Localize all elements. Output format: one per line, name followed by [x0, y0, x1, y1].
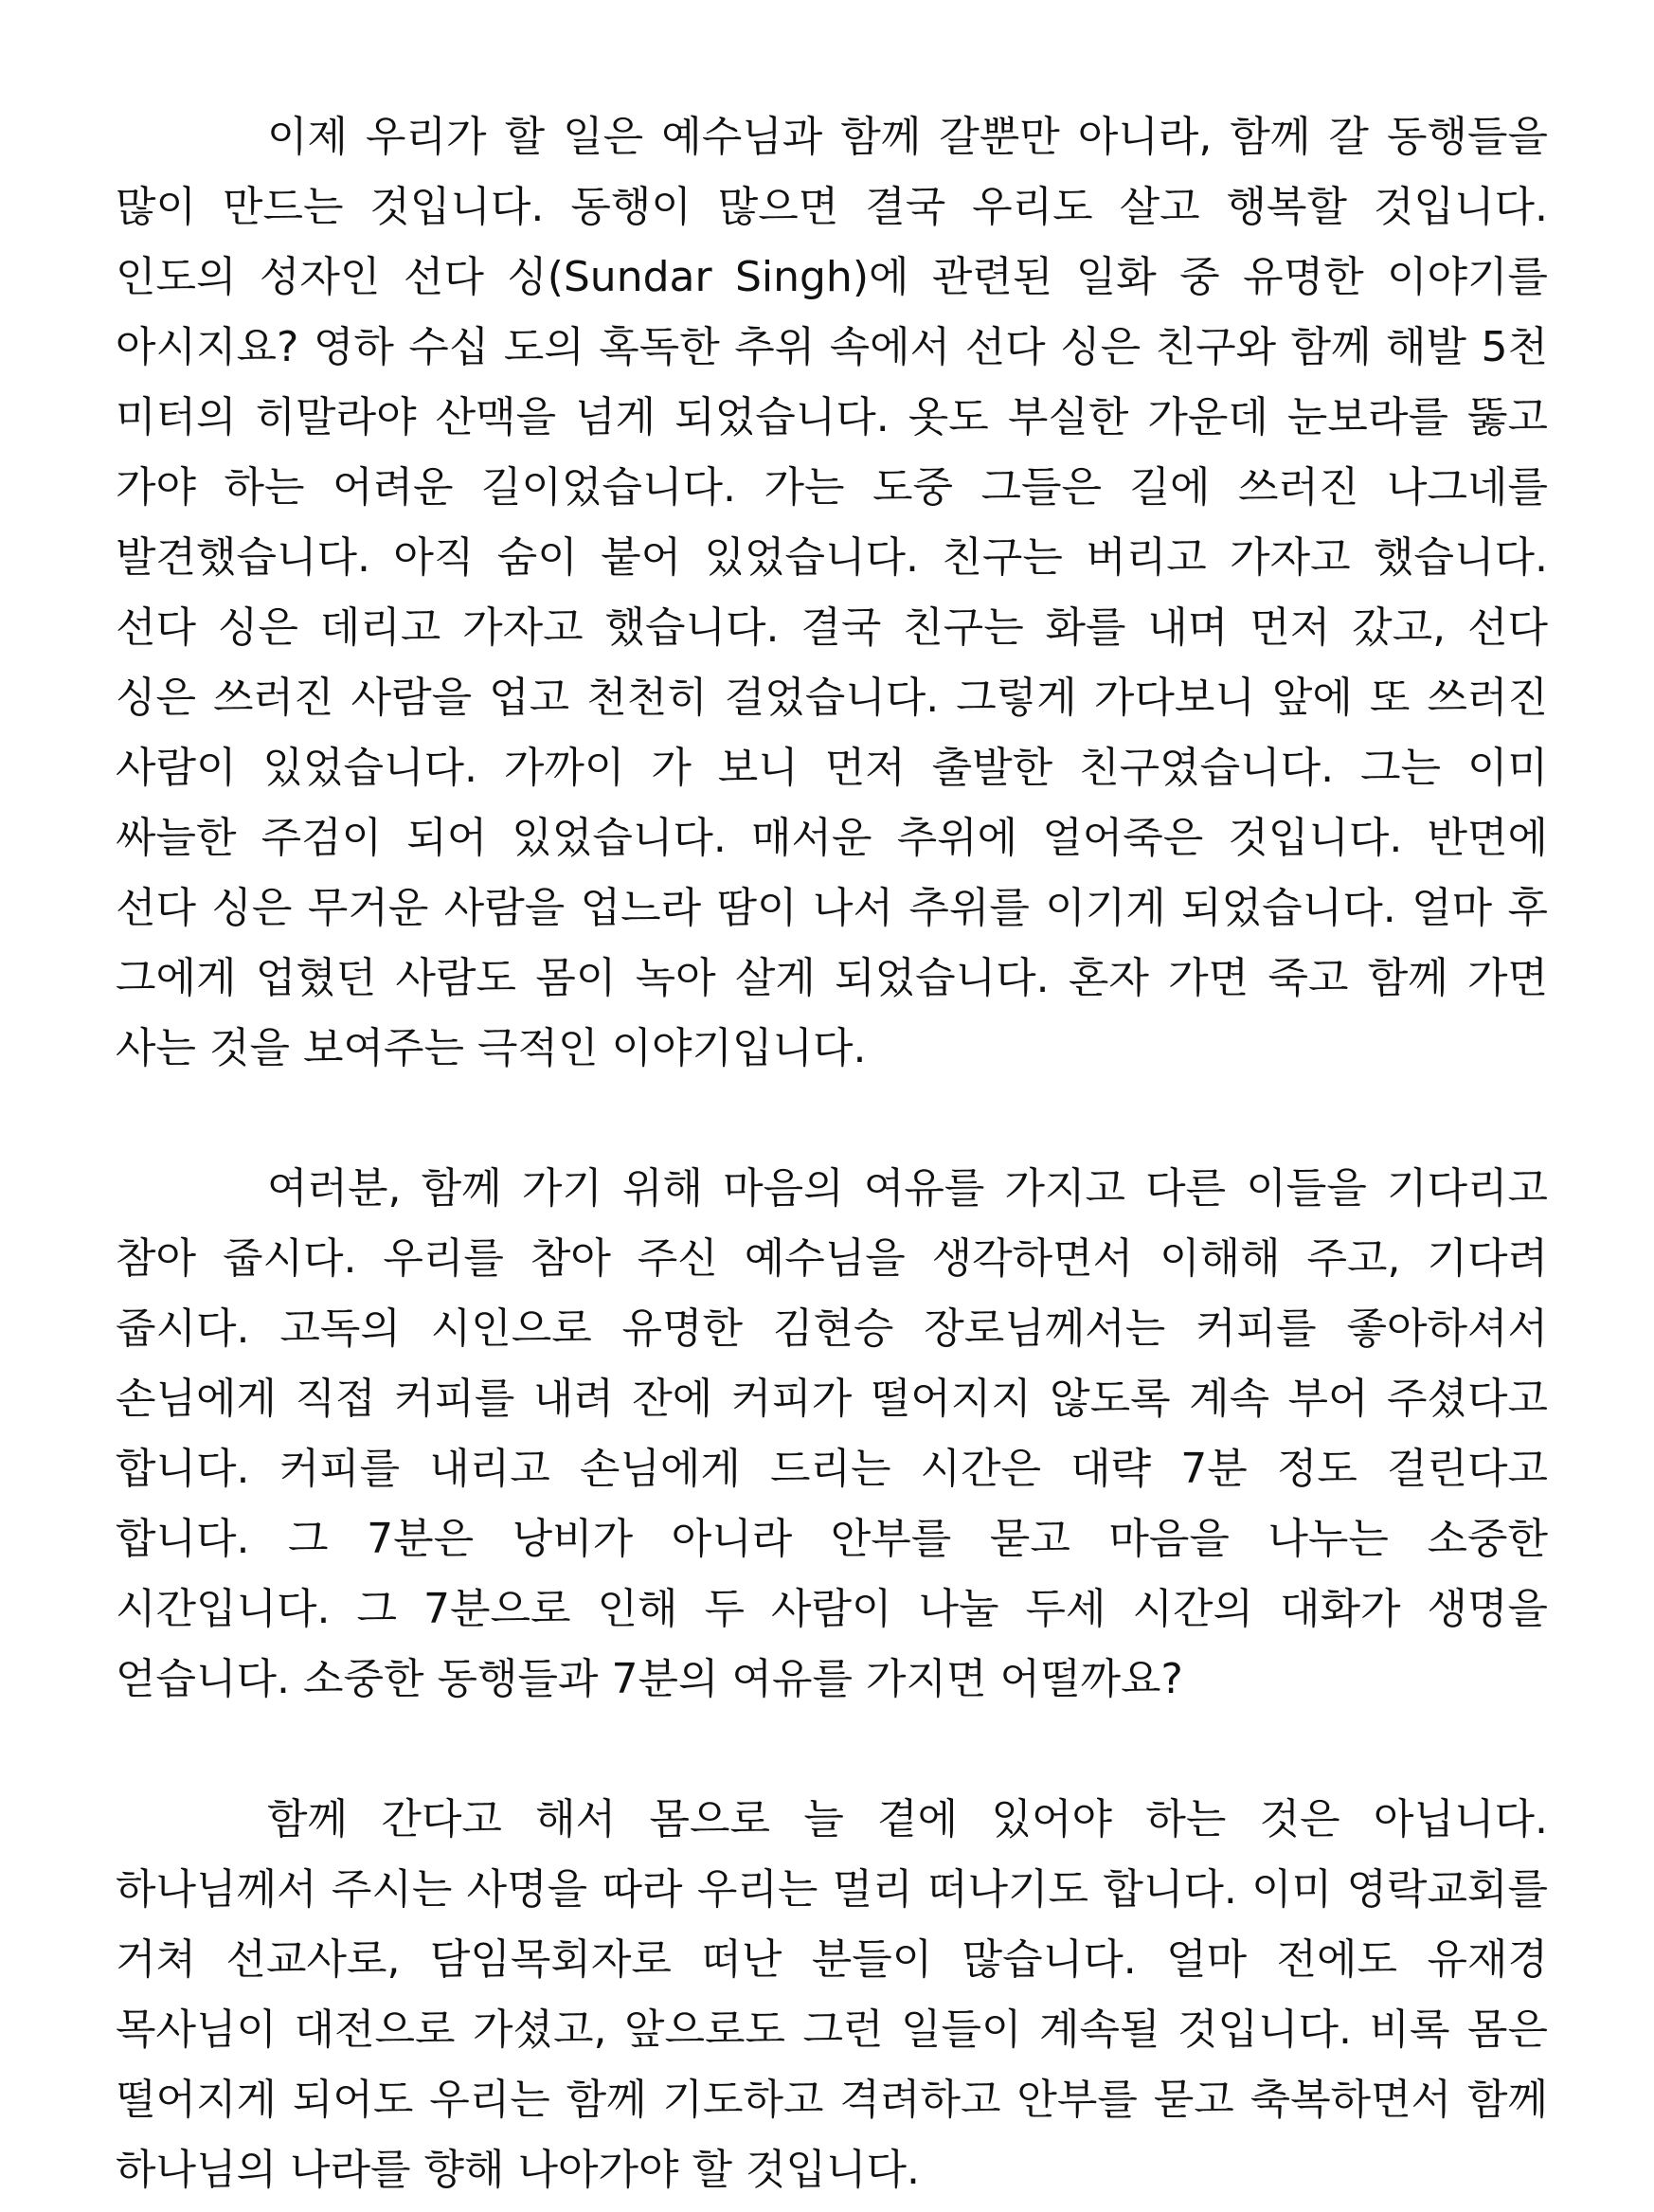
paragraph-waiting-patience: 여러분, 함께 가기 위해 마음의 여유를 가지고 다른 이들을 기다리고 참아 줍시다. 우리를 참아 주신 예수님을 생각하면서 이해해 주고, 기다려 줍시다. 고독의 시인으로 유명한 김현승 장로님께서는 커피를 좋아하셔서 손님에게 직접 커피를 내려 잔에 커피가 떨어지지 않도록 계속 부어 주셨다고 합니다. 커피를 내리고 손님에게 드리는 시간은 대략 7분 정도 걸린다고 합니다. 그 7분은 낭비가 아니라 안부를 묻고 마음을 나누는 소중한 시간입니다. 그 7분으로 인해 두 사람이 나눌 두세 시간의 대화가 생명을 얻습니다. 소중한 동행들과 7분의 여유를 가지면 어떨까요?: [116, 1164, 1549, 1703]
document-page: [116, 102, 1548, 2205]
paragraph-together-in-mission: 함께 간다고 해서 몸으로 늘 곁에 있어야 하는 것은 아닙니다. 하나님께서 주시는 사명을 따라 우리는 멀리 떠나기도 합니다. 이미 영락교회를 거쳐 선교사로, 담임목회자로 떠난 분들이 많습니다. 얼마 전에도 유재경 목사님이 대전으로 가셨고, 앞으로도 그런 일들이 계속될 것입니다. 비록 몸은 떨어지게 되어도 우리는 함께 기도하고 격려하고 안부를 묻고 축복하면서 함께 하나님의 나라를 향해 나아가야 할 것입니다.: [116, 1795, 1548, 2194]
paragraph-seonda-singh-story: 이제 우리가 할 일은 예수님과 함께 갈뿐만 아니라, 함께 갈 동행들을 많이 만드는 것입니다. 동행이 많으면 결국 우리도 살고 행복할 것입니다. 인도의 성자인 선다 싱(Sundar Singh)에 관련된 일화 중 유명한 이야기를 아시지요? 영하 수십 도의 혹독한 추위 속에서 선다 싱은 친구와 함께 해발 5천 미터의 히말라야 산맥을 넘게 되었습니다. 옷도 부실한 가운데 눈보라를 뚫고 가야 하는 어려운 길이었습니다. 가는 도중 그들은 길에 쓰러진 나그네를 발견했습니다. 아직 숨이 붙어 있었습니다. 친구는 버리고 가자고 했습니다. 선다 싱은 데리고 가자고 했습니다. 결국 친구는 화를 내며 먼저 갔고, 선다 싱은 쓰러진 사람을 업고 천천히 걸었습니다. 그렇게 가다보니 앞에 또 쓰러진 사람이 있었습니다. 가까이 가 보니 먼저 출발한 친구였습니다. 그는 이미 싸늘한 주검이 되어 있었습니다. 매서운 추위에 얼어죽은 것입니다. 반면에 선다 싱은 무거운 사람을 업느라 땀이 나서 추위를 이기게 되었습니다. 얼마 후 그에게 업혔던 사람도 몸이 녹아 살게 되었습니다. 혼자 가면 죽고 함께 가면 사는 것을 보여주는 극적인 이야기입니다.: [116, 113, 1548, 1072]
